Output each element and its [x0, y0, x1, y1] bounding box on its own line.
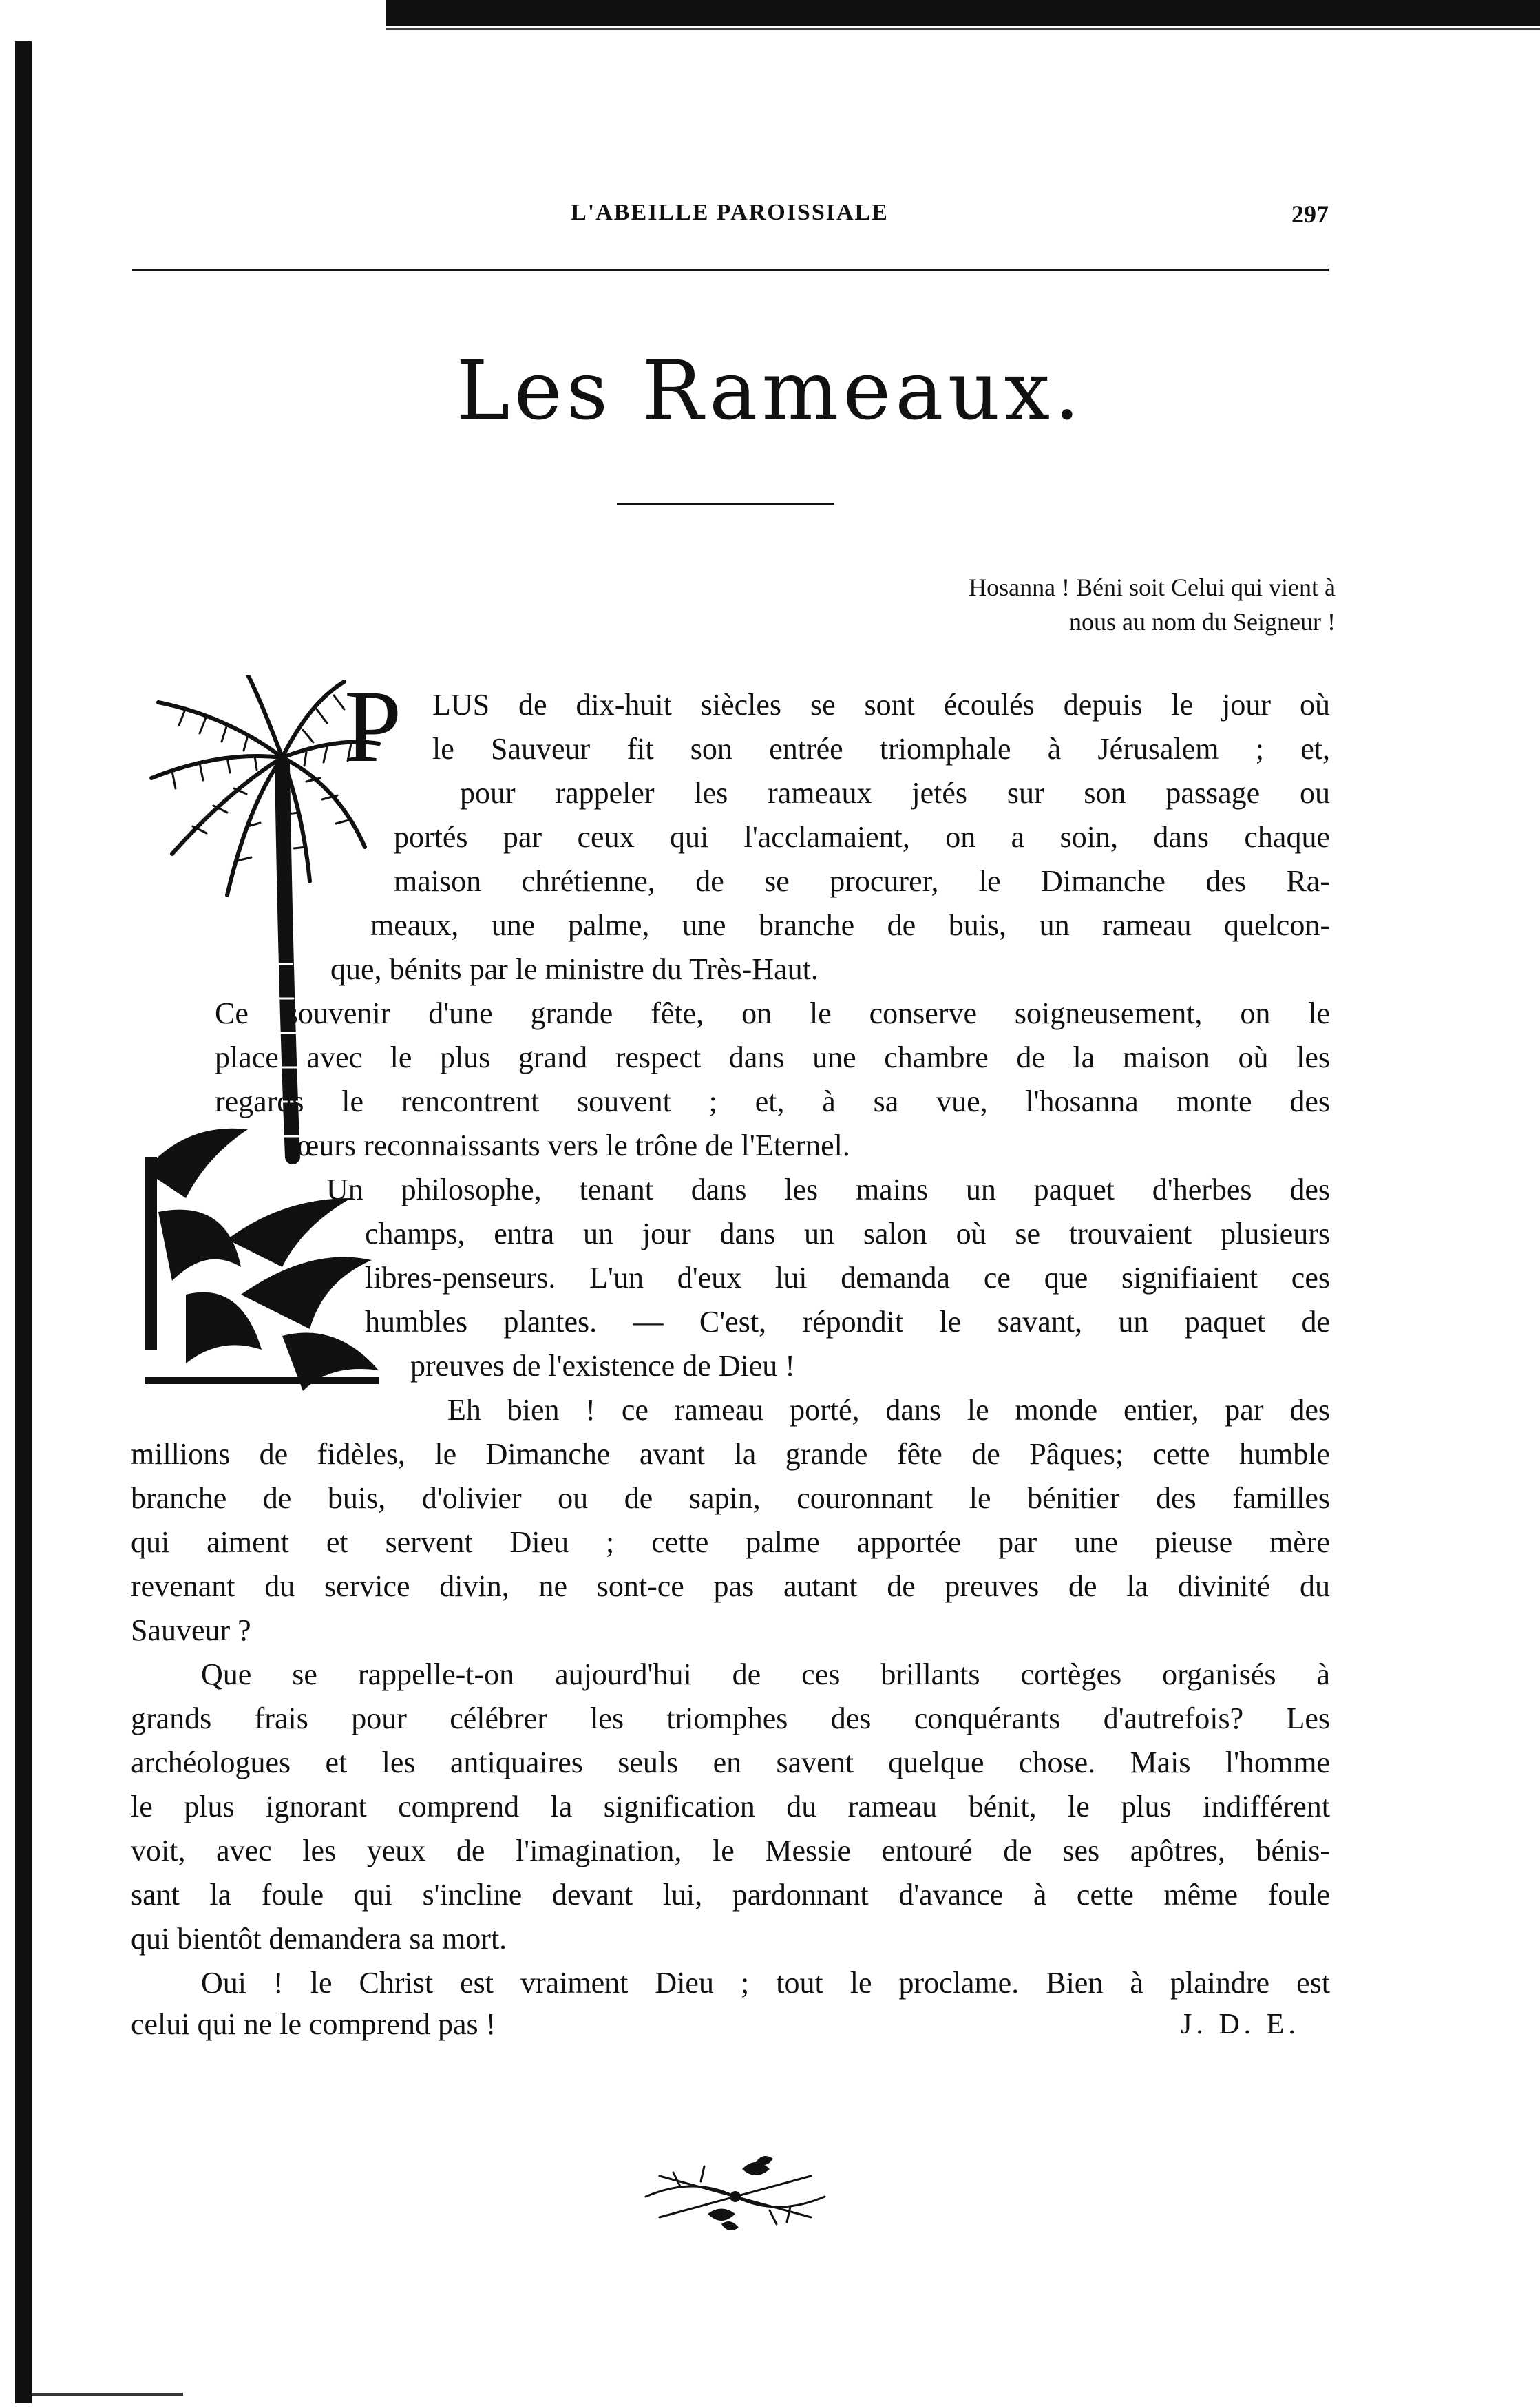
body-line-18: millions de fidèles, le Dimanche avant la grande fête de Pâques; cette humble [131, 1437, 1330, 1471]
body-line-4: portés par ceux qui l'acclamaient, on a soin, dans chaque [394, 820, 1330, 854]
closing-line: celui qui ne le comprend pas ! [131, 2007, 496, 2041]
drop-cap: P [344, 669, 402, 784]
article-title: Les Rameaux. [456, 343, 1084, 438]
body-line-29: qui bientôt demandera sa mort. [131, 1922, 507, 1956]
scan-border-top-line [386, 28, 1540, 30]
body-line-28: sant la foule qui s'incline devant lui, pardonnant d'avance à cette même foule [131, 1878, 1330, 1912]
body-line-11: cœurs reconnaissants vers le trône de l'Eternel. [284, 1129, 850, 1162]
body-line-1: LUS de dix-huit siècles se sont écoulés depuis le jour où [432, 688, 1330, 722]
epigraph-line-1: Hosanna ! Béni soit Celui qui vient à [969, 574, 1336, 601]
epigraph [688, 570, 1336, 639]
body-line-13: champs, entra un jour dans un salon où se trouvaient plusieurs [365, 1217, 1330, 1250]
body-line-7: que, bénits par le ministre du Très-Haut. [330, 952, 819, 986]
body-line-19: branche de buis, d'olivier ou de sapin, couronnant le bénitier des familles [131, 1481, 1330, 1515]
body-line-8: Ce souvenir d'une grande fête, on le conserve soigneusement, on le [215, 996, 1330, 1030]
body-line-2: le Sauveur fit son entrée triomphale à Jérusalem ; et, [432, 732, 1330, 766]
scan-border-top [386, 0, 1540, 26]
body-line-9: place avec le plus grand respect dans une chambre de la maison où les [215, 1040, 1330, 1074]
scan-border-bottom [32, 2393, 183, 2396]
body-line-16: preuves de l'existence de Dieu ! [410, 1349, 795, 1383]
page-number: 297 [1291, 200, 1329, 228]
body-line-30: Oui ! le Christ est vraiment Dieu ; tout le proclame. Bien à plaindre est [201, 1966, 1330, 2000]
body-line-12: Un philosophe, tenant dans les mains un paquet d'herbes des [326, 1173, 1330, 1206]
body-line-15: humbles plantes. — C'est, répondit le savant, un paquet de [365, 1305, 1330, 1339]
body-line-25: archéologues et les antiquaires seuls en savent quelque chose. Mais l'homme [131, 1746, 1330, 1779]
header-rule [132, 269, 1329, 271]
body-line-24: grands frais pour célébrer les triomphes des conquérants d'autrefois? Les [131, 1702, 1330, 1735]
running-header [131, 200, 1329, 234]
body-line-17: Eh bien ! ce rameau porté, dans le monde entier, par des [447, 1393, 1330, 1427]
body-line-27: voit, avec les yeux de l'imagination, le Messie entouré de ses apôtres, bénis- [131, 1834, 1330, 1867]
body-line-10: regards le rencontrent souvent ; et, à sa vue, l'hosanna monte des [215, 1085, 1330, 1118]
title-rule [617, 503, 834, 505]
body-line-3: pour rappeler les rameaux jetés sur son passage ou [460, 776, 1330, 810]
body-line-14: libres-penseurs. L'un d'eux lui demanda ce que signifiaient ces [365, 1261, 1330, 1295]
body-line-21: revenant du service divin, ne sont-ce pas autant de preuves de la divinité du [131, 1569, 1330, 1603]
body-line-5: maison chrétienne, de se procurer, le Dimanche des Ra- [394, 864, 1330, 898]
epigraph-line-2: nous au nom du Seigneur ! [1069, 608, 1336, 636]
body-line-22: Sauveur ? [131, 1613, 251, 1647]
body-line-20: qui aiment et servent Dieu ; cette palme apportée par une pieuse mère [131, 1525, 1330, 1559]
floral-ornament [639, 2148, 832, 2245]
body-line-26: le plus ignorant comprend la signification du rameau bénit, le plus indifférent [131, 1790, 1330, 1823]
running-title: L'ABEILLE PAROISSIALE [571, 200, 889, 225]
author-signature: J. D. E. [1181, 2009, 1300, 2040]
body-line-23: Que se rappelle-t-on aujourd'hui de ces brillants cortèges organisés à [201, 1657, 1330, 1691]
body-line-6: meaux, une palme, une branche de buis, un rameau quelcon- [370, 908, 1330, 942]
